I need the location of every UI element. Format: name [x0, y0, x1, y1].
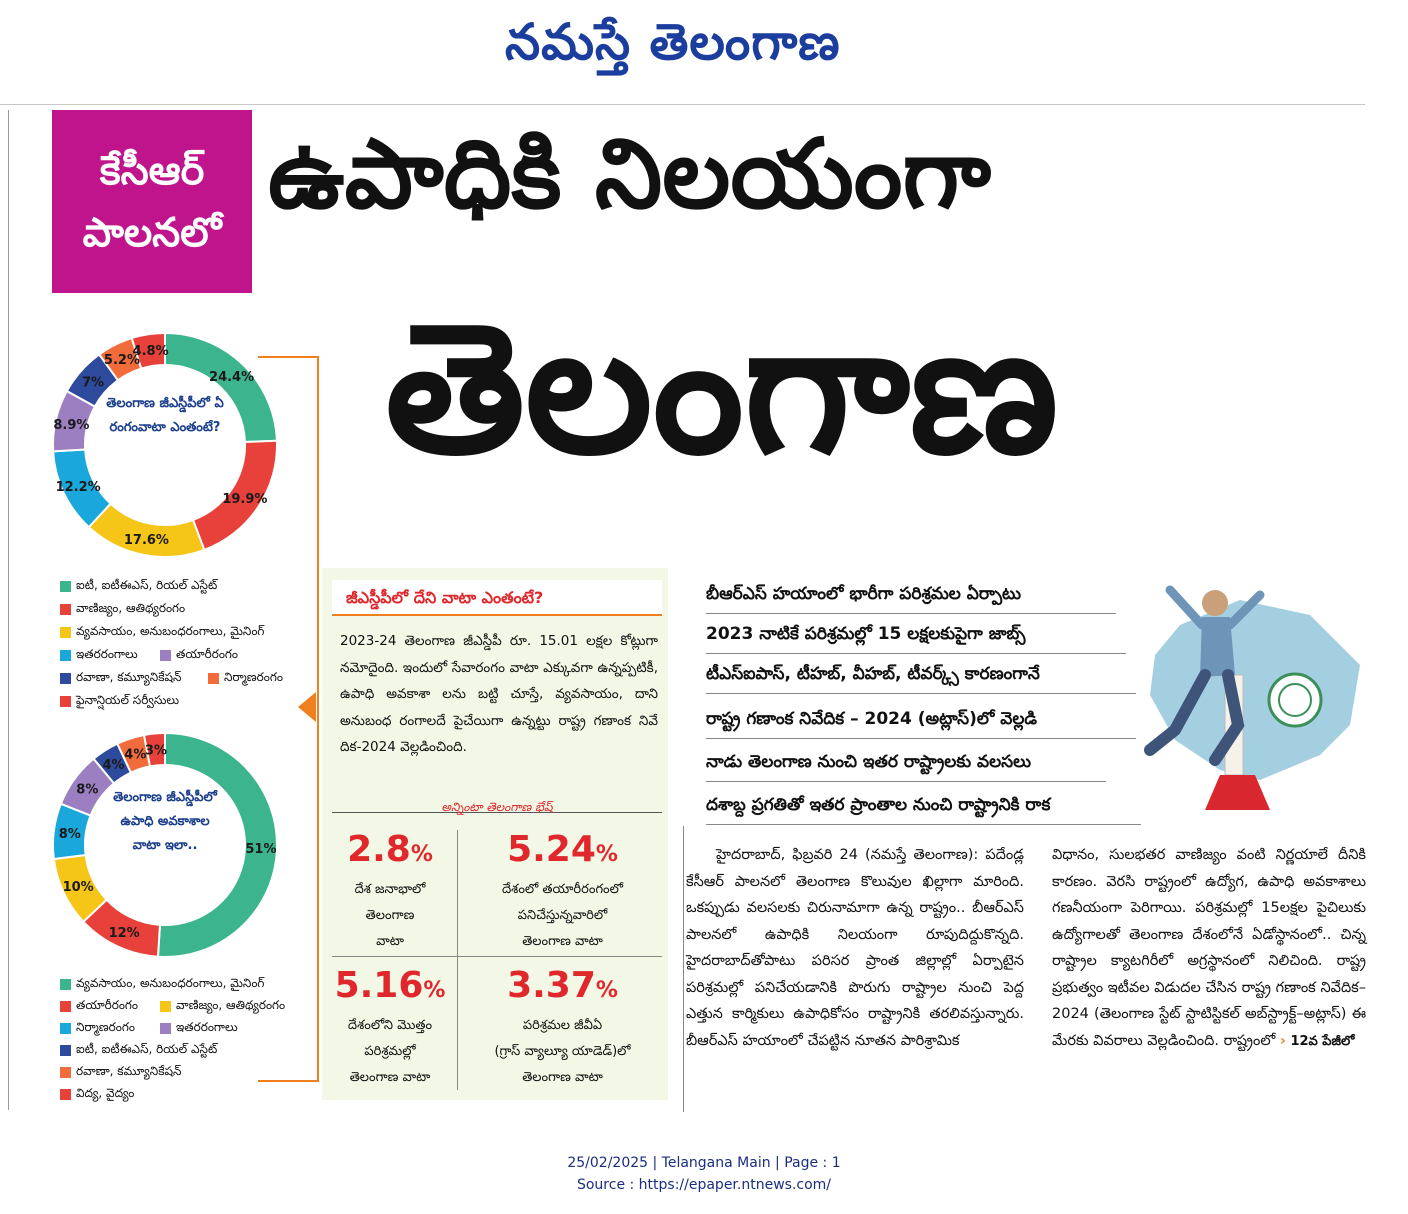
donut-value-label: 3%	[144, 743, 168, 759]
connector-bracket	[258, 355, 328, 1085]
legend-item: ఇతరరంగాలు	[60, 647, 138, 664]
headline-line1: ఉపాధికి నిలయంగా	[268, 118, 991, 230]
donut-value-label: 19.9%	[222, 492, 268, 508]
footer	[0, 1152, 1408, 1196]
donut-value-label: 17.6%	[123, 533, 169, 549]
stats-hdivider	[332, 956, 662, 957]
summary-line: నాడు తెలంగాణ నుంచి ఇతర రాష్ట్రాలకు వలసలు	[706, 743, 1106, 782]
article-column-2-text: విధానం, సులభతర వాణిజ్యం వంటి నిర్ణయాలే దీనికి కారణం. వెరసి రాష్ట్రంలో ఉద్యోగ, ఉపాధి అవకాశాలు గణనీయంగా పెరిగాయి. పరిశ్రమల్లో 15లక్షల పైచిలుకు ఉద్యోగాలతో తెలంగాణ దేశంలోనే ఏడోస్థానంలో.. చిన్న రాష్ట్రాల క్యాటగిరీలో అగ్రస్థానంలో నిలిచింది. రాష్ట్ర ప్రభుత్వం ఇటీవల విడుదల చేసిన రాష్ట్ర గణాంక నివేదిక–2024 (తెలంగాణ స్టేట్ స్టాటిస్టికల్ అబ్‌స్ట్రాక్ట్–అట్లాస్) ఈ మేరకు వివరాలు వెల్లడించింది. రాష్ట్రంలో	[1052, 847, 1366, 1049]
legend-item: విద్య, వైద్యం	[60, 1086, 134, 1103]
article-column-1: హైదరాబాద్, ఫిబ్రవరి 24 (నమస్తే తెలంగాణ): పదేండ్ల కేసీఆర్ పాలనలో తెలంగాణ కొలువుల ఖిల్లాగా మారింది. ఒకప్పుడు వలసలకు చిరునామాగా ఉన్న రాష్ట్రం.. బీఆర్ఎస్ పాలనలో ఉపాధికి నిలయంగా రూపుదిద్దుకొన్నది. హైదరాబాద్‌తోపాటు పరిసర ప్రాంత జిల్లాల్లో ఏర్పాటైన పరిశ్రమల్లో పనిచేయడానికి పొరుగు రాష్ట్రాల నుంచి పెద్ద ఎత్తున కార్మికులు ఉపాధికోసం రాష్ట్రానికి తరలివస్తున్నారు. బీఆర్ఎస్ హయాంలో చేపట్టిన నూతన పారిశ్రామిక	[686, 847, 1024, 1049]
donut-value-label: 5.2%	[103, 353, 140, 369]
donut-value-label: 7%	[81, 375, 105, 391]
donut-value-label: 4.8%	[132, 344, 169, 360]
article-column-2	[1052, 842, 1366, 1055]
masthead	[0, 0, 1408, 105]
badge-line2: పాలనలో	[82, 210, 222, 256]
legend-item: నిర్మాణరంగం	[60, 1020, 135, 1037]
legend-item: వాణిజ్యం, ఆతిథ్యరంగం	[60, 601, 185, 618]
donut-value-label: 8.9%	[53, 417, 90, 433]
summary-line: టీఎస్ఐపాస్, టీహబ్, వీహబ్, టీవర్క్స్ కారణంగానే	[706, 655, 1136, 694]
summary-line: రాష్ట్ర గణాంక నివేదిక – 2024 (అట్లాస్)లో వెల్లడి	[706, 700, 1136, 739]
legend-item: తయారీరంగం	[60, 998, 138, 1015]
page-left-rule	[8, 110, 9, 1110]
legend-item: నిర్మాణరంగం	[208, 670, 283, 687]
summary-line: దశాబ్ద ప్రగతితో ఇతర ప్రాంతాల నుంచి రాష్ట్రానికి రాక	[706, 786, 1141, 825]
article-divider	[683, 826, 684, 1112]
panel-title: జీఎస్డీపీలో దేని వాటా ఎంతంటే?	[332, 580, 662, 616]
donut-value-label: 8%	[76, 782, 99, 798]
stat-gva: 3.37% పరిశ్రమల జీవీఏ (గ్రాస్ వ్యాల్యూ యాడెడ్)లో తెలంగాణ వాటా	[494, 965, 631, 1085]
stat-industries: 5.16% దేశంలోని మొత్తం పరిశ్రమల్లో తెలంగాణ వాటా	[334, 965, 446, 1085]
donut-value-label: 10%	[62, 879, 94, 895]
stat-manufacturing: 5.24% దేశంలో తయారీరంగంలో పనిచేస్తున్నవారిలో తెలంగాణ వాటా	[502, 829, 623, 949]
donut2-center-label: తెలంగాణ జీఎస్డీపీలో ఉపాధి అవకాశాల వాటా ఇలా..	[113, 790, 217, 853]
badge-line1: కేసీఆర్	[99, 148, 205, 194]
legend-item: వాణిజ్యం, ఆతిథ్యరంగం	[160, 998, 285, 1015]
donut-value-label: 24.4%	[209, 369, 255, 385]
continued-arrow-icon: ›	[1279, 1032, 1286, 1049]
donut-segment	[89, 504, 204, 557]
footer-date-edition: 25/02/2025 | Telangana Main | Page : 1	[567, 1155, 841, 1171]
continued-link[interactable]: 12వ పేజీలో	[1290, 1033, 1355, 1049]
masthead-rule	[0, 104, 1365, 105]
kcr-badge	[52, 110, 252, 293]
headline-line2: తెలంగాణ	[385, 285, 1059, 494]
newspaper-logo: నమస్తే తెలంగాణ	[505, 12, 841, 71]
legend-item: ఐటీ, ఐటీఈఎస్, రియల్ ఎస్టేట్	[60, 578, 217, 595]
legend-item: ఫైనాన్షియల్ సర్వీసులు	[60, 693, 179, 710]
legend-item: రవాణా, కమ్యూనికేషన్	[60, 1064, 181, 1081]
donut-value-label: 4%	[124, 747, 147, 763]
donut1-center-label: తెలంగాణ జీఎస్డీపీలో ఏ రంగంవాటా ఎంతంటే?	[106, 396, 224, 435]
gsdp-share-donut	[40, 320, 290, 570]
red-carpet-icon	[1205, 775, 1270, 810]
legend-item: ఇతరరంగాలు	[160, 1020, 238, 1037]
stats-vdivider	[457, 830, 458, 1090]
person-head-icon	[1202, 590, 1228, 616]
donut-value-label: 12.2%	[55, 479, 101, 495]
panel-body: 2023-24 తెలంగాణ జీఎస్డీపీ రూ. 15.01 లక్షల కోట్లుగా నమోదైంది. ఇందులో సేవారంగం వాటా ఎక్కువగా ఉన్నప్పటికీ, ఉపాధి అవకాశా లను బట్టి చూస్తే, వ్యవసాయం, దాని అనుబంధ రంగాలదే పైచేయిగా ఉన్నట్టు రాష్ట్ర గణాంక నివే దిక-2024 వెల్లడించింది.	[340, 633, 658, 755]
footer-source[interactable]: Source : https://epaper.ntnews.com/	[576, 1177, 832, 1193]
telangana-map-icon	[1150, 600, 1360, 780]
legend-item: వ్యవసాయం, అనుబంధరంగాలు, మైనింగ్	[60, 976, 264, 993]
donut-value-label: 51%	[245, 842, 277, 858]
legend-item: వ్యవసాయం, అనుబంధరంగాలు, మైనింగ్	[60, 624, 264, 641]
panel-subhead: అన్నింటా తెలంగాణ భేష్	[441, 800, 553, 814]
legend-item: తయారీరంగం	[160, 647, 238, 664]
donut-value-label: 8%	[58, 826, 81, 842]
legend-item: ఐటీ, ఐటీఈఎస్, రియల్ ఎస్టేట్	[60, 1042, 217, 1059]
donut-value-label: 12%	[108, 925, 140, 941]
stat-population: 2.8% దేశ జనాభాలో తెలంగాణ వాటా	[347, 829, 433, 949]
legend-item: రవాణా, కమ్యూనికేషన్	[60, 670, 181, 687]
government-emblem-icon	[1269, 674, 1321, 726]
summary-line: బీఆర్ఎస్ హయాంలో భారీగా పరిశ్రమల ఏర్పాటు	[706, 575, 1116, 614]
telangana-map-illustration	[1120, 555, 1370, 820]
donut-value-label: 4%	[102, 757, 125, 773]
summary-line: 2023 నాటికే పరిశ్రమల్లో 15 లక్షలకుపైగా జాబ్స్	[706, 615, 1126, 654]
